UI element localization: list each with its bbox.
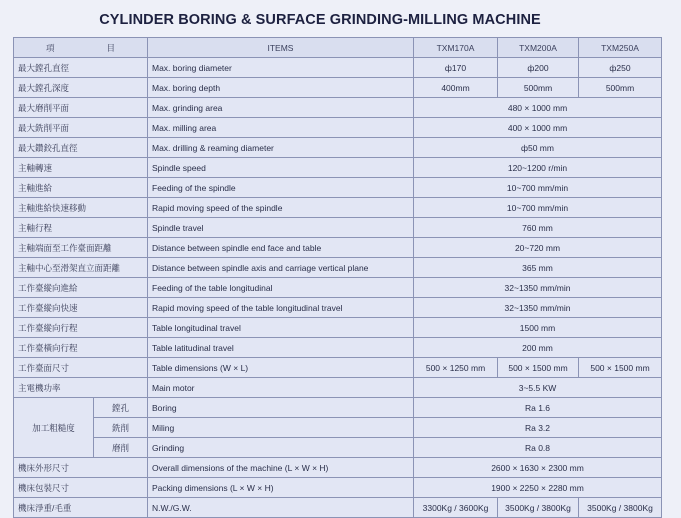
table-row <box>14 478 662 498</box>
row-label-zh: 主軸進給快速移動 <box>14 198 148 218</box>
table-row <box>14 158 662 178</box>
row-value-shared: 20~720 mm <box>414 238 662 258</box>
row-label-zh: 主軸轉速 <box>14 158 148 178</box>
row-value-shared: 200 mm <box>414 338 662 358</box>
header-zh-item <box>14 38 148 58</box>
row-value-shared: Ra 0.8 <box>414 438 662 458</box>
row-value-shared: 480 × 1000 mm <box>414 98 662 118</box>
row-label-zh: 最大磨削平面 <box>14 98 148 118</box>
roughness-sub-label: 鏜孔 <box>94 398 148 418</box>
row-label-en: Miling <box>148 418 414 438</box>
header-items: ITEMS <box>148 38 414 58</box>
row-value-shared: ф50 mm <box>414 138 662 158</box>
row-label-zh: 主軸端面至工作臺面距離 <box>14 238 148 258</box>
row-label-en: Spindle speed <box>148 158 414 178</box>
table-row <box>14 238 662 258</box>
row-label-en: Grinding <box>148 438 414 458</box>
row-label-en: N.W./G.W. <box>148 498 414 518</box>
row-label-zh: 工作臺縱向進給 <box>14 278 148 298</box>
table-row <box>14 118 662 138</box>
row-label-zh: 工作臺面尺寸 <box>14 358 148 378</box>
row-value-model-3: 3500Kg / 3800Kg <box>579 498 662 518</box>
table-row <box>14 218 662 238</box>
row-value-model-1: 400mm <box>414 78 498 98</box>
table-row <box>14 198 662 218</box>
row-label-en: Table longitudinal travel <box>148 318 414 338</box>
table-row <box>14 398 662 418</box>
row-label-zh: 最大鏜孔深度 <box>14 78 148 98</box>
row-value-model-2: ф200 <box>498 58 579 78</box>
row-label-en: Rapid moving speed of the table longitudinal travel <box>148 298 414 318</box>
table-row <box>14 138 662 158</box>
row-value-shared: 1500 mm <box>414 318 662 338</box>
row-label-en: Max. grinding area <box>148 98 414 118</box>
row-value-model-1: ф170 <box>414 58 498 78</box>
table-row <box>14 78 662 98</box>
header-model-200: TXM200A <box>498 38 579 58</box>
table-row <box>14 498 662 518</box>
table-body <box>14 38 662 518</box>
row-value-shared: 32~1350 mm/min <box>414 278 662 298</box>
row-label-zh: 最大鑽鉸孔直徑 <box>14 138 148 158</box>
table-row <box>14 338 662 358</box>
row-label-en: Boring <box>148 398 414 418</box>
table-row <box>14 258 662 278</box>
header-zh-char-1: 項 <box>45 42 55 53</box>
row-label-zh: 工作臺橫向行程 <box>14 338 148 358</box>
header-zh-char-2: 目 <box>106 42 116 53</box>
row-value-shared: 3~5.5 KW <box>414 378 662 398</box>
row-label-en: Feeding of the spindle <box>148 178 414 198</box>
roughness-sub-label: 銑削 <box>94 418 148 438</box>
row-value-model-3: ф250 <box>579 58 662 78</box>
row-label-en: Max. boring depth <box>148 78 414 98</box>
row-label-en: Max. drilling & reaming diameter <box>148 138 414 158</box>
row-value-shared: 10~700 mm/min <box>414 198 662 218</box>
row-value-shared: 760 mm <box>414 218 662 238</box>
table-row <box>14 418 662 438</box>
row-value-model-3: 500 × 1500 mm <box>579 358 662 378</box>
row-label-en: Rapid moving speed of the spindle <box>148 198 414 218</box>
row-value-shared: 1900 × 2250 × 2280 mm <box>414 478 662 498</box>
row-label-en: Table dimensions (W × L) <box>148 358 414 378</box>
row-label-en: Max. milling area <box>148 118 414 138</box>
page-title: CYLINDER BORING & SURFACE GRINDING-MILLING MACHINE <box>99 12 541 28</box>
row-value-model-2: 500mm <box>498 78 579 98</box>
row-label-en: Distance between spindle end face and table <box>148 238 414 258</box>
row-label-zh: 最大銑削平面 <box>14 118 148 138</box>
table-row <box>14 98 662 118</box>
table-row <box>14 438 662 458</box>
row-value-shared: Ra 1.6 <box>414 398 662 418</box>
row-label-en: Packing dimensions (L × W × H) <box>148 478 414 498</box>
row-value-shared: 2600 × 1630 × 2300 mm <box>414 458 662 478</box>
row-label-zh: 機床淨重/毛重 <box>14 498 148 518</box>
row-value-model-1: 3300Kg / 3600Kg <box>414 498 498 518</box>
row-value-model-2: 3500Kg / 3800Kg <box>498 498 579 518</box>
roughness-group-label: 加工粗糙度 <box>14 398 94 458</box>
row-label-en: Feeding of the table longitudinal <box>148 278 414 298</box>
row-label-zh: 機床包裝尺寸 <box>14 478 148 498</box>
row-label-zh: 機床外形尺寸 <box>14 458 148 478</box>
roughness-sub-label: 磨削 <box>94 438 148 458</box>
specification-table <box>13 37 662 518</box>
row-label-zh: 主電機功率 <box>14 378 148 398</box>
row-label-zh: 工作臺縱向快速 <box>14 298 148 318</box>
row-value-shared: 120~1200 r/min <box>414 158 662 178</box>
table-header-row <box>14 38 662 58</box>
table-row <box>14 378 662 398</box>
table-row <box>14 278 662 298</box>
table-row <box>14 458 662 478</box>
row-label-zh: 主軸中心至滑架直立面距離 <box>14 258 148 278</box>
row-value-model-2: 500 × 1500 mm <box>498 358 579 378</box>
row-value-shared: 400 × 1000 mm <box>414 118 662 138</box>
header-model-170: TXM170A <box>414 38 498 58</box>
row-label-zh: 最大鏜孔直徑 <box>14 58 148 78</box>
row-label-zh: 工作臺縱向行程 <box>14 318 148 338</box>
row-label-en: Max. boring diameter <box>148 58 414 78</box>
row-value-model-1: 500 × 1250 mm <box>414 358 498 378</box>
row-label-zh: 主軸進給 <box>14 178 148 198</box>
row-value-shared: 32~1350 mm/min <box>414 298 662 318</box>
row-value-model-3: 500mm <box>579 78 662 98</box>
row-label-en: Overall dimensions of the machine (L × W × H) <box>148 458 414 478</box>
row-label-en: Main motor <box>148 378 414 398</box>
row-label-en: Distance between spindle axis and carriage vertical plane <box>148 258 414 278</box>
row-label-en: Table latitudinal travel <box>148 338 414 358</box>
table-row <box>14 178 662 198</box>
row-label-zh: 主軸行程 <box>14 218 148 238</box>
header-model-250: TXM250A <box>579 38 662 58</box>
table-row <box>14 58 662 78</box>
table-row <box>14 298 662 318</box>
row-value-shared: Ra 3.2 <box>414 418 662 438</box>
table-row <box>14 318 662 338</box>
table-row <box>14 358 662 378</box>
row-value-shared: 365 mm <box>414 258 662 278</box>
row-value-shared: 10~700 mm/min <box>414 178 662 198</box>
row-label-en: Spindle travel <box>148 218 414 238</box>
